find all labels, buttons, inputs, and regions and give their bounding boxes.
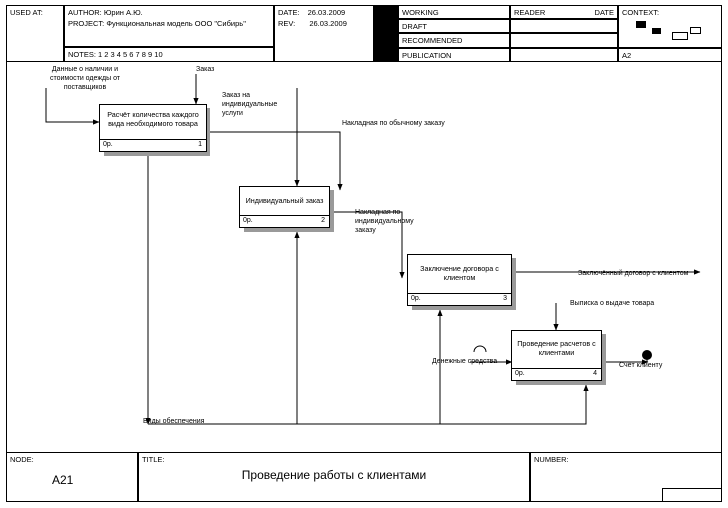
box3-shadow-right (512, 258, 516, 310)
label-invoice-individual: Накладная по индивидуальному заказу (355, 209, 414, 234)
activity-box-4-title: Проведение расчетов с клиентами (517, 339, 596, 357)
activity-box-3-footer (408, 293, 511, 305)
diagram-title: Проведение работы с клиентами (241, 468, 427, 482)
box4-shadow (516, 381, 606, 385)
notes-value: 1 2 3 4 5 6 7 8 9 10 (98, 50, 163, 59)
draft-label: DRAFT (402, 22, 427, 31)
activity-box-2[interactable] (239, 186, 330, 228)
number-label: NUMBER: (534, 455, 569, 464)
label-invoice-regular: Накладная по обычному заказу (342, 120, 445, 127)
activity-box-4-number: 4 (593, 370, 597, 377)
activity-box-1[interactable] (99, 104, 207, 152)
activity-box-4[interactable] (511, 330, 602, 381)
author-value: Юрин А.Ю. (103, 8, 143, 17)
node-value: A21 (52, 473, 74, 487)
label-goods-issue-note: Выписка о выдаче товара (570, 300, 655, 307)
reader-label: READER (514, 8, 546, 17)
activity-box-3-number: 3 (503, 295, 507, 302)
label-money: Денежные средства (432, 358, 498, 365)
label-client-invoice: Счёт клиенту (619, 362, 663, 369)
label-order: Заказ (196, 66, 215, 73)
activity-box-2-footer (240, 215, 329, 227)
recommended-label: RECOMMENDED (402, 36, 463, 45)
activity-box-1-footer (100, 139, 206, 151)
label-individual-service-order: Заказ на индивидуальные услуги (222, 92, 278, 117)
label-supplier-data: Данные о наличии и стоимости одежды от поставщиков (49, 66, 121, 91)
label-support-types: Виды обеспечения (143, 418, 205, 425)
node-label: NODE: (10, 455, 34, 464)
activity-box-1-title: Расчёт количества каждого вида необходимого товара (107, 110, 199, 128)
rev-value: 26.03.2009 (309, 19, 347, 29)
activity-box-2-title: Индивидуальный заказ (245, 196, 324, 205)
activity-box-4-cost: 0р. (515, 370, 525, 377)
notes-label: NOTES: (68, 50, 96, 59)
context-value: A2 (622, 51, 632, 60)
activity-box-1-cost: 0р. (103, 141, 113, 148)
project-value: Функциональная модель ООО "Сибирь" (106, 19, 246, 29)
activity-box-3-cost: 0р. (411, 295, 421, 302)
used-at-label: USED AT: (10, 8, 43, 17)
date-col-label: DATE (594, 8, 614, 17)
box2-shadow (244, 228, 334, 232)
box4-shadow-right (602, 334, 606, 385)
rev-label: REV: (278, 19, 296, 29)
project-label: PROJECT: (68, 19, 105, 29)
activity-box-1-number: 1 (198, 141, 202, 148)
context-label: CONTEXT: (622, 8, 660, 17)
activity-box-2-cost: 0р. (243, 217, 253, 224)
box3-shadow (412, 306, 516, 310)
title-label: TITLE: (142, 455, 165, 464)
publication-label: PUBLICATION (402, 51, 452, 60)
activity-box-2-number: 2 (321, 217, 325, 224)
date-value: 26.03.2009 (307, 8, 346, 17)
activity-box-3[interactable] (407, 254, 512, 306)
box1-shadow (104, 152, 210, 156)
date-label: DATE: (278, 8, 300, 17)
activity-box-4-footer (512, 368, 601, 380)
author-label: AUTHOR: (68, 8, 102, 17)
working-label: WORKING (402, 8, 439, 17)
label-contract-concluded: Заключённый договор с клиентом (578, 270, 689, 277)
box2-shadow-right (330, 190, 334, 232)
activity-box-3-title: Заключение договора с клиентом (420, 264, 499, 282)
